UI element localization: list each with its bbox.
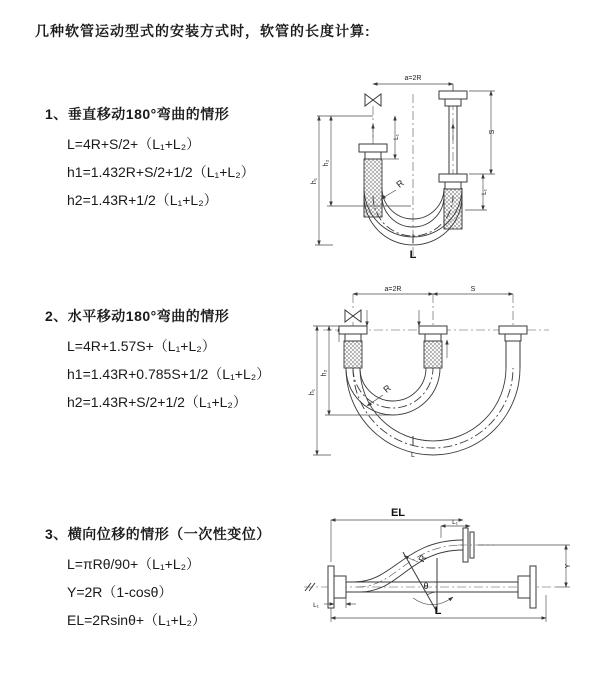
dim-label-y: Y: [565, 563, 572, 569]
hose-s-curve: [354, 540, 463, 592]
radius-label: R: [416, 553, 429, 564]
dim-label-l1-top: L₁: [452, 519, 458, 526]
valve-icon: [345, 310, 361, 322]
angle-label-theta: θ: [423, 581, 429, 591]
dim-label-l1-right: L₁: [481, 189, 488, 195]
dim-label-h2: h₂: [323, 159, 330, 167]
radius-label: R: [394, 177, 406, 190]
dim-label-a2r: a=2R: [384, 286, 402, 293]
section-1: [45, 104, 255, 214]
radius-callout: [404, 553, 429, 564]
radius-callout: [381, 177, 406, 199]
braided-hose-mid: [424, 341, 442, 368]
length-label: [411, 436, 415, 459]
section-2: [45, 306, 270, 416]
radius-callout: [367, 382, 393, 406]
dim-label-l1-bottom: L₁: [313, 602, 319, 609]
right-fitting: [499, 326, 527, 368]
dim-label-el: EL: [390, 507, 406, 519]
formula-l: L=4R+1.57S+（L₁+L₂）: [67, 338, 216, 354]
formula-l: L=πRθ/90+（L₁+L₂）: [67, 556, 201, 572]
dimension-l1-right: [465, 174, 488, 210]
dim-label-s: S: [489, 129, 496, 135]
right-fitting-lower: [439, 174, 467, 189]
dimension-h1: [309, 326, 339, 455]
dimension-l: [331, 595, 546, 622]
hose-u-bends: [346, 368, 520, 455]
dimension-l1-bottom: [313, 598, 356, 609]
braided-hose-left: [344, 341, 362, 368]
dim-label-h2: h₂: [321, 369, 328, 377]
formula-y: Y=2R（1-cosθ）: [67, 584, 173, 600]
dim-label-l: L: [409, 249, 417, 261]
section-3: [45, 524, 271, 634]
dimension-el: [331, 507, 463, 562]
dim-label-l: L: [434, 605, 442, 617]
formula-l: L=4R+S/2+（L₁+L₂）: [67, 136, 201, 152]
formula-h2: h2=1.43R+S/2+1/2（L₁+L₂）: [67, 394, 247, 410]
right-flange: [518, 566, 536, 608]
formula-h2: h2=1.43R+1/2（L₁+L₂）: [67, 192, 218, 208]
dimension-a2r: [373, 75, 453, 91]
diagram-lateral-displacement: [298, 500, 598, 634]
dim-label-l1-left: L₁: [393, 134, 400, 140]
dimension-s: [469, 91, 496, 174]
dimension-s: [433, 286, 513, 294]
section-3-heading: 3、横向位移的情形（一次性变位）: [45, 526, 271, 542]
dim-label-h1: h₁: [311, 177, 318, 185]
left-fitting: [359, 144, 387, 159]
radius-label: R: [381, 382, 393, 395]
section-2-heading: 2、水平移动180°弯曲的情形: [45, 308, 230, 324]
dim-label-a2r: a=2R: [404, 75, 422, 82]
left-flange: [328, 566, 346, 608]
dim-label-s: S: [470, 286, 476, 293]
valve-icon: [365, 94, 381, 106]
section-1-heading: 1、垂直移动180°弯曲的情形: [45, 106, 230, 122]
formula-h1: h1=1.43R+0.785S+1/2（L₁+L₂）: [67, 366, 271, 382]
page-title: 几种软管运动型式的安装方式时，软管的长度计算:: [35, 23, 371, 39]
braided-hose-left: [364, 159, 382, 217]
dim-label-l: L: [411, 452, 415, 459]
diagram-vertical-bend: [303, 66, 593, 266]
formula-el: EL=2Rsinθ+（L₁+L₂）: [67, 612, 206, 628]
left-fitting: [339, 326, 367, 341]
formula-h1: h1=1.432R+S/2+1/2（L₁+L₂）: [67, 164, 255, 180]
diagram-horizontal-bend: [303, 280, 593, 462]
dim-label-h1: h₁: [309, 388, 316, 396]
dimension-a2r: [353, 286, 433, 294]
dimension-l1-left: [383, 116, 400, 159]
mid-fitting: [419, 326, 447, 341]
